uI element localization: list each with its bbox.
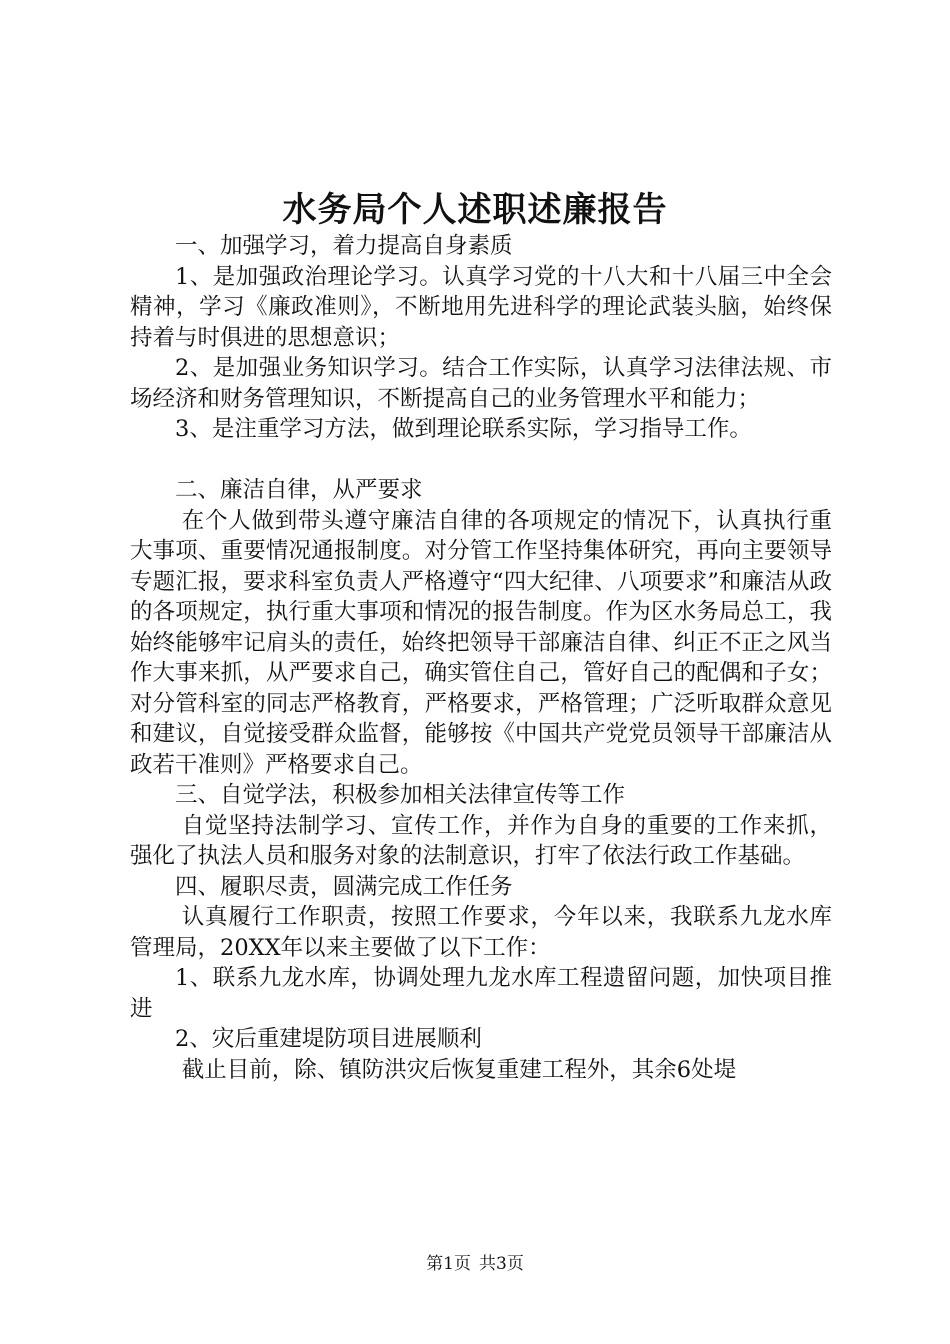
section-heading-1: 一、加强学习，着力提高自身素质	[175, 233, 513, 259]
section-heading-3: 三、自觉学法，积极参加相关法律宣传等工作	[175, 782, 626, 808]
paragraph: 1、联系九龙水库，协调处理九龙水库工程遗留问题，加快项目推进	[130, 965, 832, 1022]
paragraph: 截止目前，除、镇防洪灾后恢复重建工程外，其余6处堤	[181, 1056, 737, 1083]
paragraph: 认真履行工作职责，按照工作要求，今年以来，我联系九龙水库管理局，20XX年以来主要做了以下工作：	[130, 904, 832, 961]
paragraph: 自觉坚持法制学习、宣传工作，并作为自身的重要的工作来抓，强化了执法人员和服务对象的法制意识，打牢了依法行政工作基础。	[130, 812, 832, 869]
page-number: 第1页	[426, 1254, 471, 1274]
page-footer	[0, 1252, 950, 1276]
section-heading-2: 二、廉洁自律，从严要求	[175, 477, 423, 503]
blank-line	[130, 445, 832, 476]
paragraph: 2、灾后重建堤防项目进展顺利	[175, 1026, 482, 1052]
section-heading-4: 四、履职尽责，圆满完成工作任务	[175, 873, 513, 900]
paragraph: 在个人做到带头遵守廉洁自律的各项规定的情况下，认真执行重大事项、重要情况通报制度。对分管工作坚持集体研究，再向主要领导专题汇报，要求科室负责人严格遵守“四大纪律、八项要求”和廉洁从政的各项规定，执行重大事项和情况的报告制度。作为区水务局总工，我始终能够牢记肩头的责任，始终把领导干部廉洁自律、纠正不正之风当作大事来抓，从严要求自己，确实管住自己，管好自己的配偶和子女；对分管科室的同志严格教育，严格要求，严格管理；广泛听取群众意见和建议，自觉接受群众监督，能够按《中国共产党党员领导干部廉洁从政若干准则》严格要求自己。	[130, 507, 832, 778]
paragraph: 2、是加强业务知识学习。结合工作实际，认真学习法律法规、市场经济和财务管理知识，不断提高自己的业务管理水平和能力；	[130, 355, 832, 412]
document-body	[130, 231, 832, 1085]
paragraph: 3、是注重学习方法，做到理论联系实际，学习指导工作。	[175, 416, 752, 442]
paragraph: 1、是加强政治理论学习。认真学习党的十八大和十八届三中全会精神，学习《廉政准则》，不断地用先进科学的理论武装头脑，始终保持着与时俱进的思想意识；	[130, 263, 832, 351]
document-title: 水务局个人述职述廉报告	[282, 190, 668, 230]
page-total: 共3页	[479, 1254, 524, 1274]
